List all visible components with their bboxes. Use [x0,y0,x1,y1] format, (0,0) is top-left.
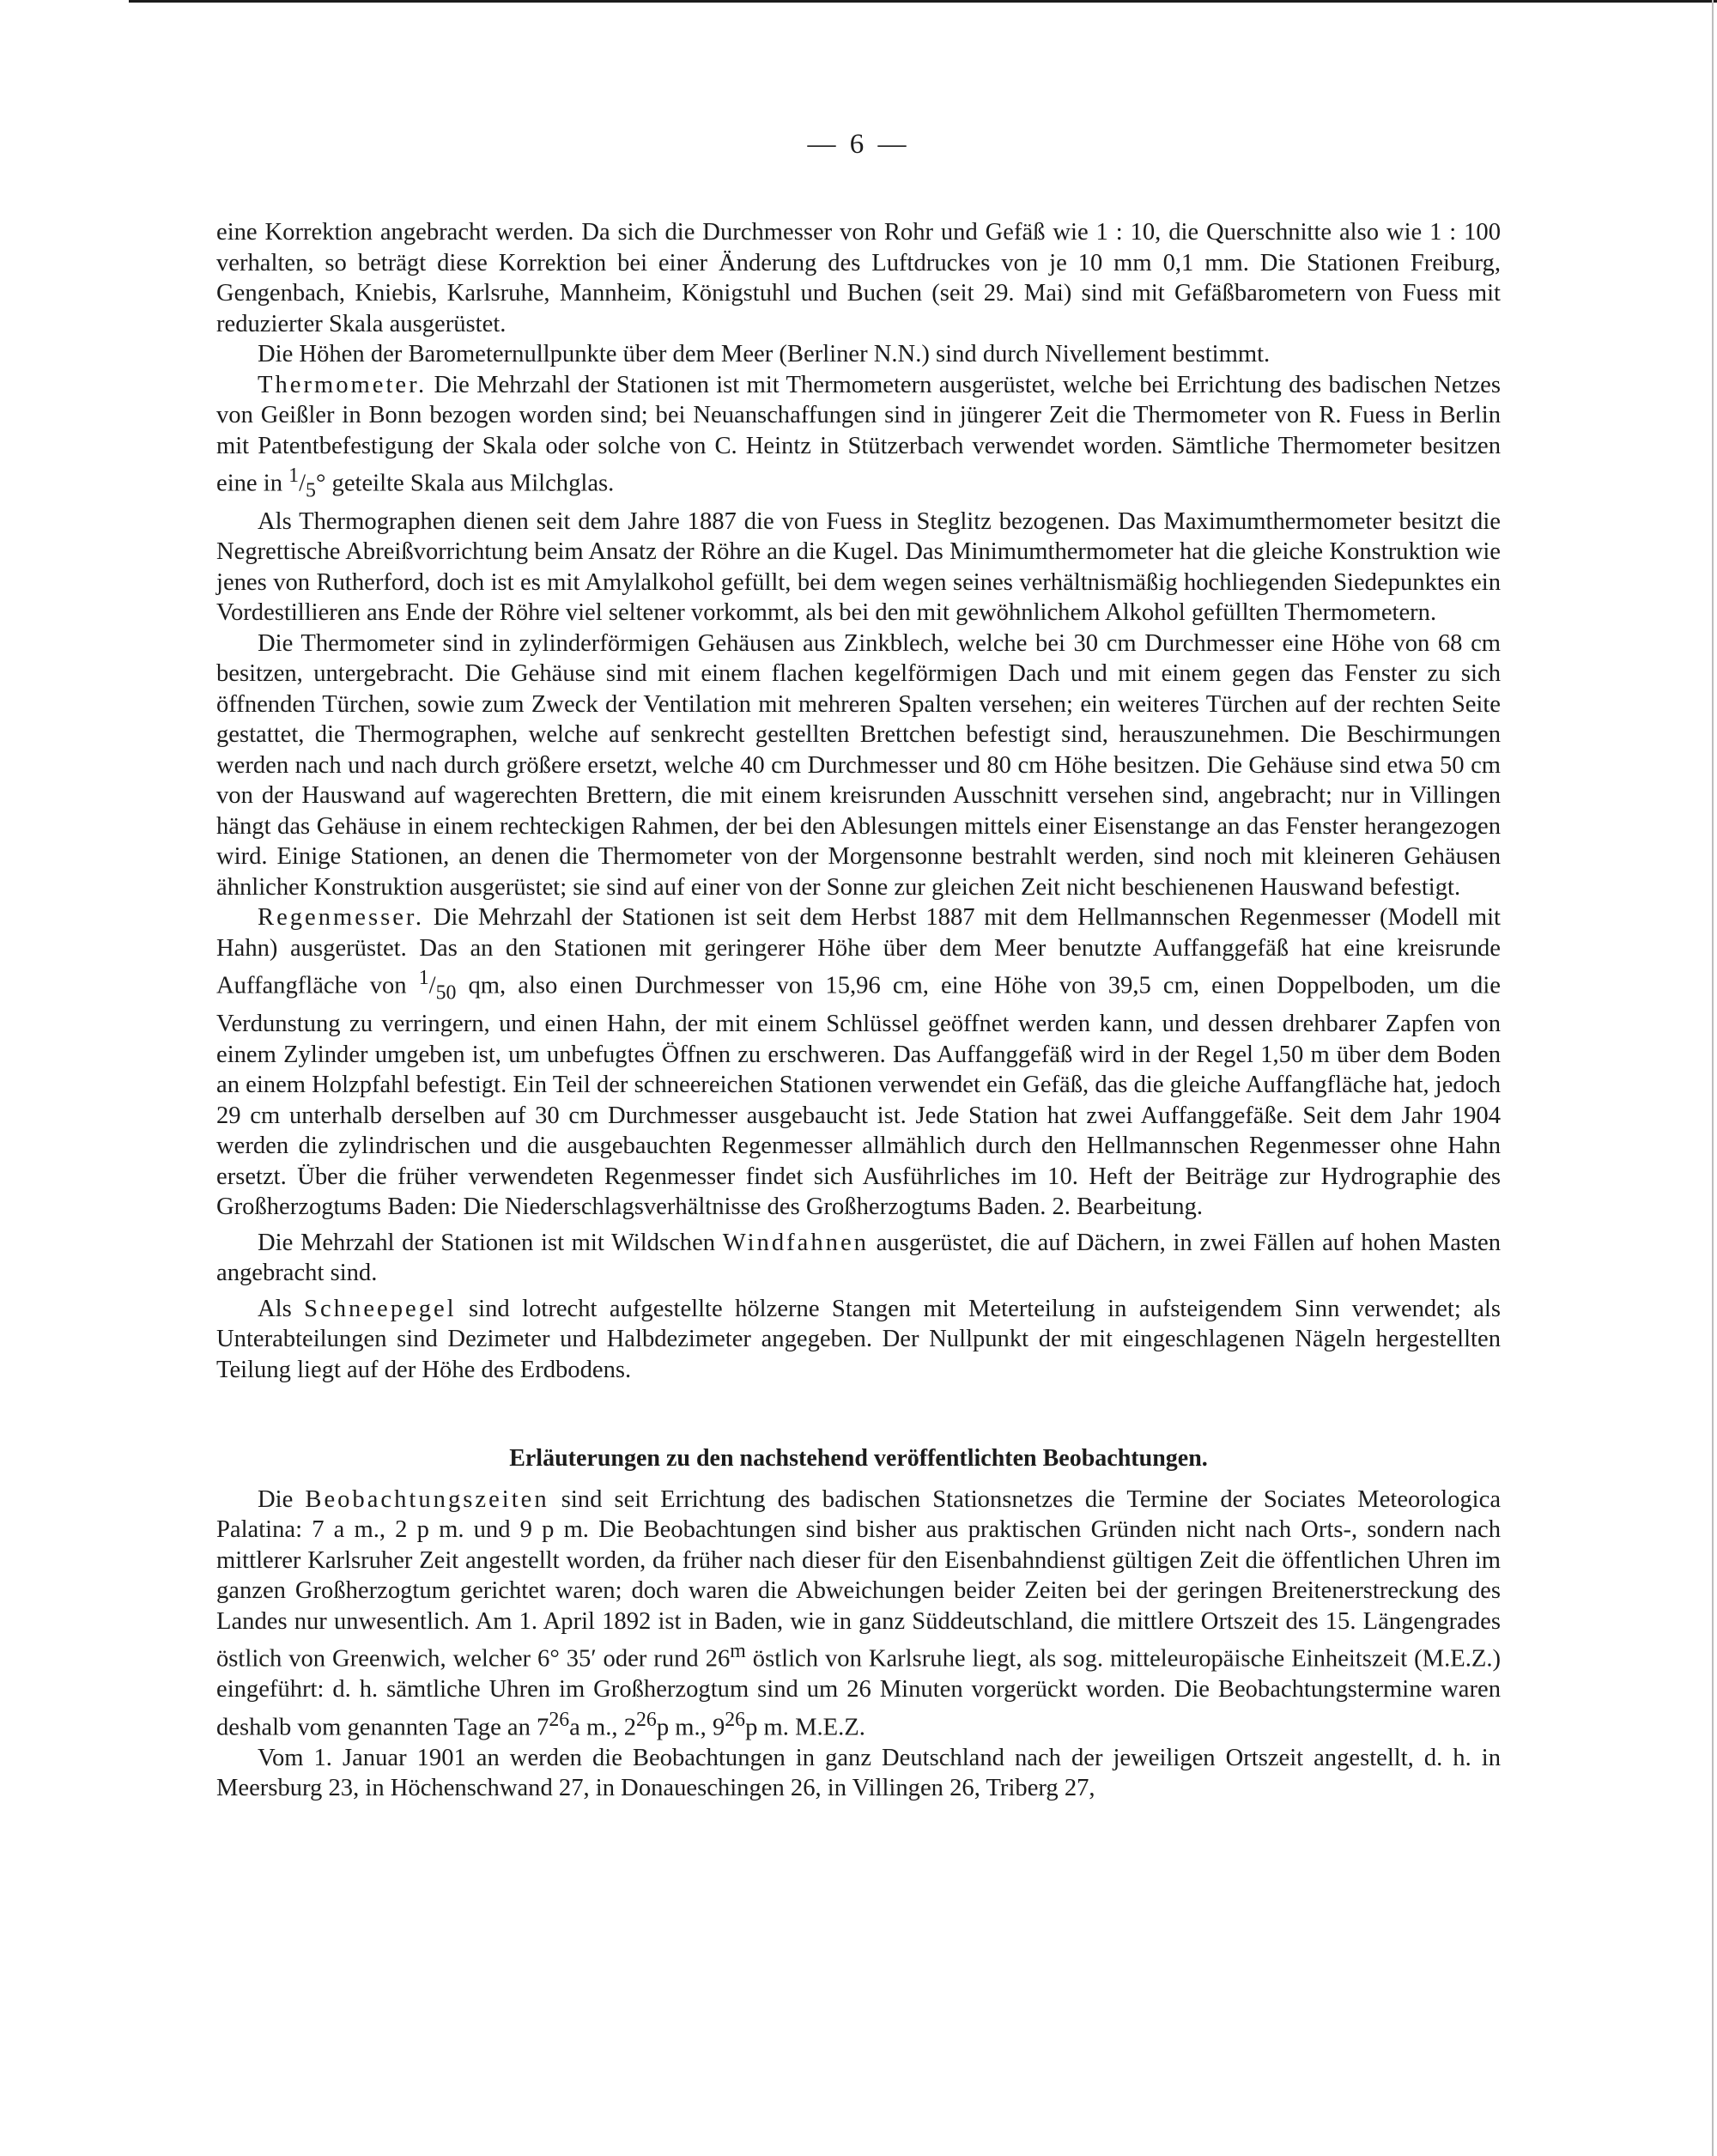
rain-gauge-text-b: qm, also einen Durchmesser von 15,96 cm, eine Höhe von 39,5 cm, einen Doppelboden, um die Verdunstung zu verringern, und einen Hahn, der mit einem Schlüssel geöffnet werden kann, und dessen drehbarer Zapfen von einem Zylinder umgeben ist, um unbefugtes Öffnen zu erschweren. Das Auffanggefäß wird in der Regel 1,50 m über dem Boden an einem Holzpfahl befestigt. Ein Teil der schneereichen Stationen verwendet ein Gefäß, das die gleiche Auffangfläche hat, jedoch 29 cm unterhalb derselben auf 30 cm Durchmesser ausgebaucht ist. Jede Station hat zwei Auffanggefäße. Seit dem Jahr 1904 werden die zylindrischen und die ausgebauchten Regenmesser allmählich durch den Hellmannschen Regenmesser ohne Hahn ersetzt. Über die früher verwendeten Regenmesser findet sich Ausführliches im 10. Heft der Beiträge zur Hydrographie des Großherzogtums Baden: Die Niederschlagsverhältnisse des Großherzogtums Baden. 2. Bearbeitung. [216,972,1501,1220]
paragraph-rain-gauge: Regenmesser. Die Mehrzahl der Stationen ist seit dem Herbst 1887 mit dem Hellmannschen Regenmesser (Modell mit Hahn) ausgerüstet. Das an den Stationen mit geringerer Höhe über dem Meer benutzte Auffanggefäß hat eine kreisrunde Auffangfläche von $^1/_{50}$ qm, also einen Durchmesser von 15,96 cm, eine Höhe von 39,5 cm, einen Doppelboden, um die Verdunstung zu verringern, und einen Hahn, der mit einem Schlüssel geöffnet werden kann, und dessen drehbarer Zapfen von einem Zylinder umgeben ist, um unbefugtes Öffnen zu erschweren. Das Auffanggefäß wird in der Regel 1,50 m über dem Boden an einem Holzpfahl befestigt. Ein Teil der schneereichen Stationen verwendet ein Gefäß, das die gleiche Auffangfläche hat, jedoch 29 cm unterhalb derselben auf 30 cm Durchmesser ausgebaucht ist. Jede Station hat zwei Auffanggefäße. Seit dem Jahr 1904 werden die zylindrischen und die ausgebauchten Regenmesser allmählich durch den Hellmannschen Regenmesser ohne Hahn ersetzt. Über die früher verwendeten Regenmesser findet sich Ausführliches im 10. Heft der Beiträge zur Hydrographie des Großherzogtums Baden: Die Niederschlagsverhältnisse des Großherzogtums Baden. 2. Bearbeitung. [216,904,1501,1220]
page-edge-shadow [1712,0,1714,2156]
observation-text-e: p m., 9 [656,1714,725,1741]
term-thermometer: Thermometer. [258,371,428,398]
snow-gauge-text-a: Als [258,1295,305,1322]
fraction-denominator: 5 [306,479,316,502]
fraction-numerator: 1 [418,967,429,990]
page-number: — 6 — [807,129,910,160]
paragraph-thermometer: Thermometer. Die Mehrzahl der Stationen ist mit Thermometern ausgerüstet, welche bei Errichtung des badischen Netzes von Geißler in Bonn bezogen worden sind; bei Neuanschaffungen sind in jüngerer Zeit die Thermometer von R. Fuess in Berlin mit Patentbefestigung der Skala oder solche von C. Heintz in Stützerbach verwendet worden. Sämtliche Thermometer besitzen eine in $^1/_5^\circ$ geteilte Skala aus Milchglas. [216,371,1501,502]
fraction-denominator: 50 [435,981,457,1005]
paragraph-local-time: Vom 1. Januar 1901 an werden die Beobachtungen in ganz Deutschland nach der jeweiligen Ortszeit angestellt, d. h. in Meersburg 23, in Höchenschwand 27, in Donaueschingen 26, in Villingen 26, Triberg 27, [216,1744,1501,1802]
observation-text-a: Die [258,1485,306,1513]
term-rain-gauge: Regenmesser. [258,904,425,932]
observation-text-c: östlich von Karlsruhe liegt, als sog. mitteleuropäische Einheitszeit (M.E.Z.) eingeführt: d. h. sämtliche Uhren im Großherzogtum sind um 26 Minuten vorgerückt worden. Die Beobachtungstermine waren deshalb vom genannten Tage an 7 [216,1645,1501,1741]
document-body [216,217,1501,1804]
rain-gauge-text-a: Die Mehrzahl der Stationen ist seit dem Herbst 1887 mit dem Hellmannschen Regenmesser (Modell mit Hahn) ausgerüstet. Das an den Stationen mit geringerer Höhe über dem Meer benutzte Auffanggefäß hat eine kreisrunde Auffangfläche von [216,904,1501,999]
term-observation-times: Beobachtungszeiten [305,1485,549,1513]
paragraph-snow-gauge [216,1294,1501,1386]
fraction-numerator: 1 [288,465,300,487]
paragraph-barometer-heights: Die Höhen der Barometernullpunkte über dem Meer (Berliner N.N.) sind durch Nivellement bestimmt. [258,341,1271,367]
observation-text-b: sind seit Errichtung des badischen Stationsnetzes die Termine der Sociates Meteorologica Palatina: 7 a m., 2 p m. und 9 p m. Die Beobachtungen sind bisher aus praktischen Gründen nicht nach Orts-, sondern nach mittlerer Karlsruher Zeit angestellt worden, da früher nach dieser für den Eisenbahndienst gültigen Zeit die öffentlichen Uhren im ganzen Großherzogtum gerichtet waren; doch waren die Abweichungen beider Zeiten bei der geringen Breitenerstreckung des Landes nur unwesentlich. Am 1. April 1892 ist in Baden, wie in ganz Süddeutschland, die mittlere Ortszeit des 15. Längengrades östlich von Greenwich, welcher 6° 35′ oder rund 26 [216,1485,1502,1673]
paragraph-observation-times [216,1485,1501,1743]
term-snow-gauge: Schneepegel [304,1295,457,1322]
snow-gauge-text-b: sind lotrecht aufgestellte hölzerne Stangen mit Meterteilung in aufsteigendem Sinn verwendet; als Unterabteilungen sind Dezimeter und Halbdezimeter angegeben. Der Nullpunkt der mit eingeschlagenen Nägeln hergestellten Teilung liegt auf der Höhe des Erdbodens. [216,1295,1501,1383]
wind-vanes-text-a: Die Mehrzahl der Stationen ist mit Wildschen [258,1229,723,1256]
superscript-minutes: m [730,1640,746,1662]
term-wind-vanes: Windfahnen [722,1229,869,1256]
superscript-26: 26 [725,1708,746,1731]
paragraph-thermographs: Als Thermographen dienen seit dem Jahre 1887 die von Fuess in Steglitz bezogenen. Das Maximumthermometer besitzt die Negrettische Abreißvorrichtung beim Ansatz der Röhre an die Kugel. Das Minimumthermometer hat die gleiche Konstruktion wie jenes von Rutherford, doch ist es mit Amylalkohol gefüllt, bei dem wegen seines verhältnismäßig hochliegenden Siedepunktes ein Vordestillieren ans Ende der Röhre viel seltener vorkommt, als bei den mit gewöhnlichem Alkohol gefüllten Thermometern. [216,507,1501,627]
thermometer-text-a: Die Mehrzahl der Stationen ist mit Thermometern ausgerüstet, welche bei Errichtung des badischen Netzes von Geißler in Bonn bezogen worden sind; bei Neuanschaffungen sind in jüngerer Zeit die Thermometer von R. Fuess in Berlin mit Patentbefestigung der Skala oder solche von C. Heintz in Stützerbach verwendet worden. Sämtliche Thermometer besitzen eine in [216,371,1501,497]
observation-text-f: p m. M.E.Z. [745,1714,865,1741]
thermometer-text-b: ° geteilte Skala aus Milchglas. [315,470,615,497]
paragraph-barometer-correction: eine Korrektion angebracht werden. Da sich die Durchmesser von Rohr und Gefäß wie 1 : 10, die Querschnitte also wie 1 : 100 verhalten, so beträgt diese Korrektion bei einer Änderung des Luftdruckes von je 10 mm 0,1 mm. Die Stationen Freiburg, Gengenbach, Kniebis, Karlsruhe, Mannheim, Königstuhl und Buchen (seit 29. Mai) sind mit Gefäßbarometern von Fuess mit reduzierter Skala ausgerüstet. [216,219,1501,337]
observation-text-d: a m., 2 [569,1714,636,1741]
wind-vanes-text-b: ausgerüstet, die auf Dächern, in zwei Fällen auf hohen Masten angebracht sind. [216,1229,1501,1286]
top-border-rule [129,0,1717,3]
paragraph-thermometer-housings: Die Thermometer sind in zylinderförmigen Gehäusen aus Zinkblech, welche bei 30 cm Durchmesser eine Höhe von 68 cm besitzen, untergebracht. Die Gehäuse sind mit einem flachen kegelförmigen Dach und mit einem gegen das Fenster zu sich öffnenden Türchen, sowie zum Zweck der Ventilation mit mehreren Spalten versehen; ein weiteres Türchen auf der rechten Seite gestattet, die Thermographen, welche auf senkrecht gestellten Brettchen befestigt sind, herauszunehmen. Die Beschirmungen werden nach und nach durch größere ersetzt, welche 40 cm Durchmesser und 80 cm Höhe besitzen. Die Gehäuse sind etwa 50 cm von der Hauswand auf wagerechten Brettern, die mit einem kreisrunden Ausschnitt versehen sind, angebracht; nur in Villingen hängt das Gehäuse in einem rechteckigen Rahmen, der bei den Ablesungen mittels einer Eisenstange an das Fenster herangezogen wird. Einige Stationen, an denen die Thermometer von der Morgensonne bestrahlt werden, sind noch mit kleineren Gehäusen ähnlicher Konstruktion ausgerüstet; sie sind auf einer von der Sonne zur gleichen Zeit nicht beschienenen Hauswand befestigt. [216,629,1501,901]
paragraph-wind-vanes [216,1228,1501,1289]
superscript-26: 26 [636,1708,657,1731]
superscript-26: 26 [549,1708,570,1731]
section-heading: Erläuterungen zu den nachstehend veröffentlichten Beobachtungen. [509,1445,1208,1472]
